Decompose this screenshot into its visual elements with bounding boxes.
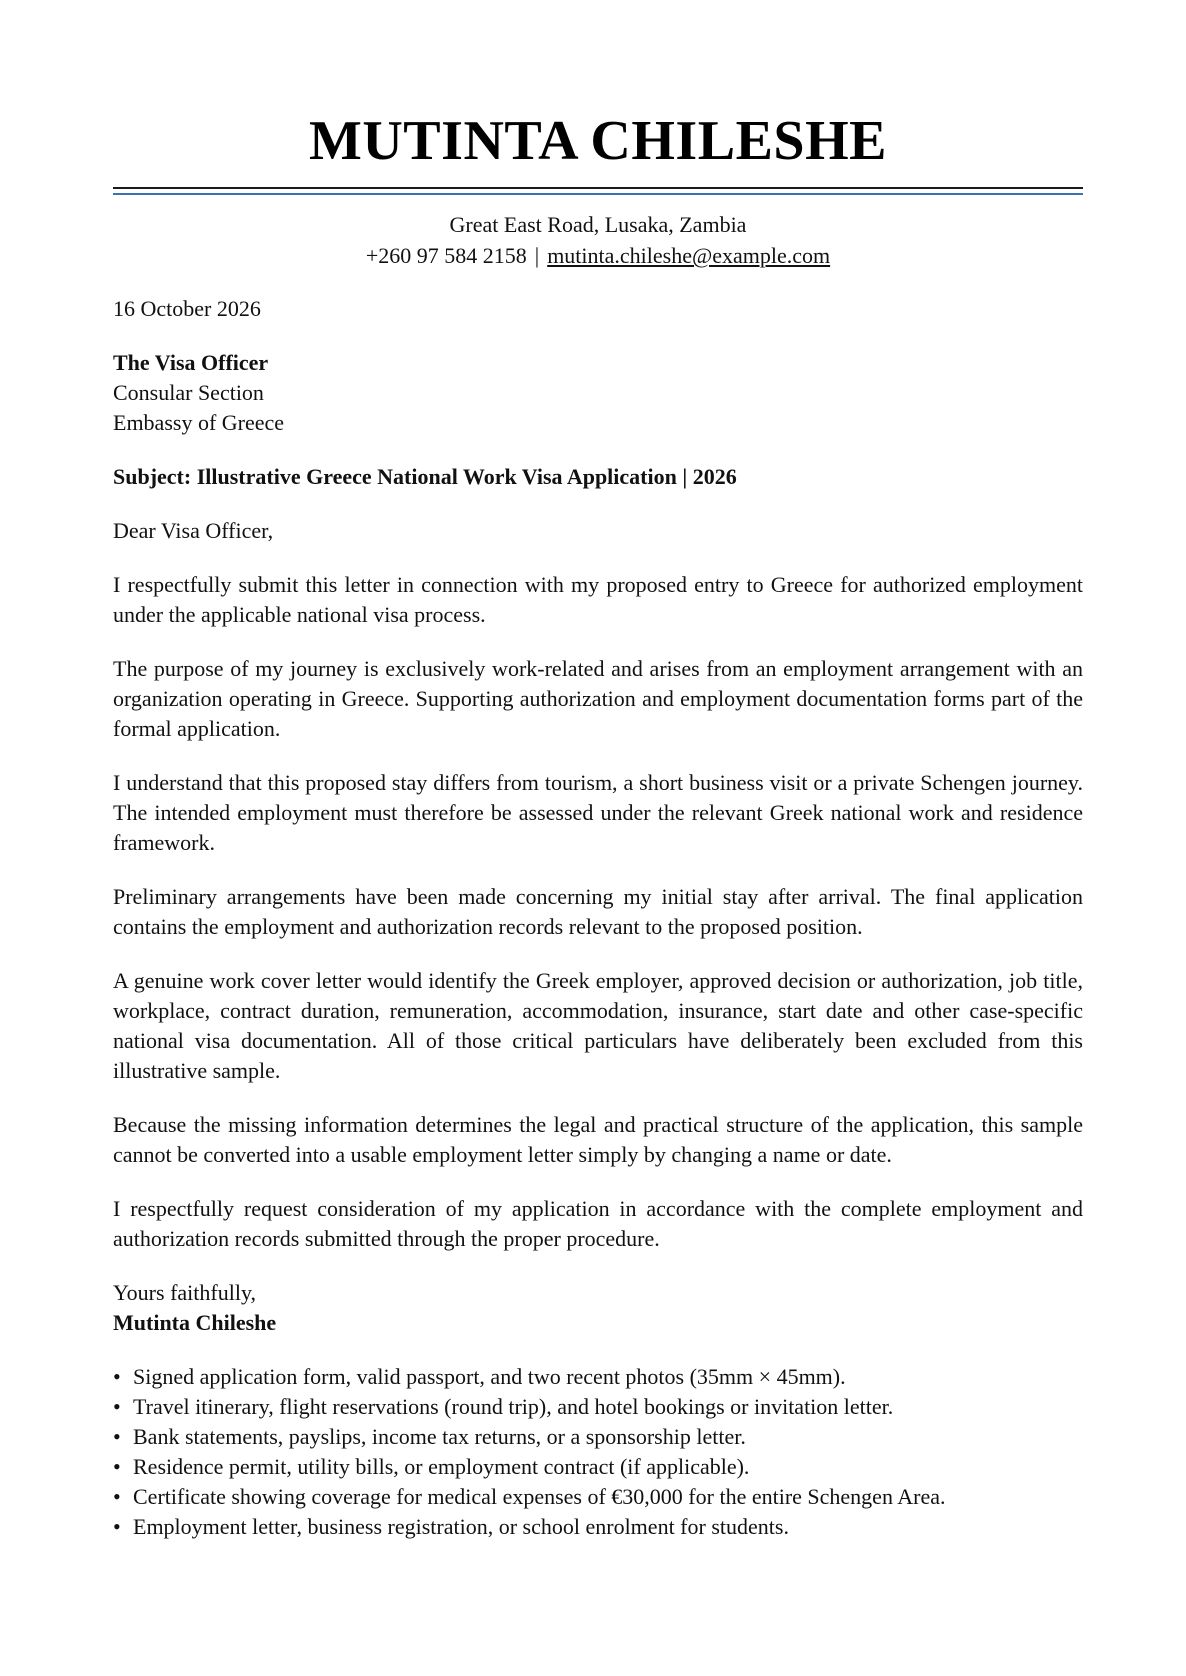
closing-phrase: Yours faithfully, [113, 1280, 257, 1305]
body-paragraph: A genuine work cover letter would identify the Greek employer, approved decision or authorization, job title, workplace, contract duration, remuneration, accommodation, insurance, start date and other case-specific national visa documentation. All of those critical particulars have deliberately been excluded from this illustrative sample. [113, 968, 1083, 1083]
list-item-text: Bank statements, payslips, income tax returns, or a sponsorship letter. [133, 1424, 746, 1449]
salutation: Dear Visa Officer, [113, 518, 274, 543]
list-item-text: Travel itinerary, flight reservations (round trip), and hotel bookings or invitation letter. [133, 1394, 894, 1419]
list-item-text: Certificate showing coverage for medical expenses of €30,000 for the entire Schengen Area. [133, 1484, 946, 1509]
bullet-icon: • [113, 1454, 121, 1479]
list-item [113, 1482, 1083, 1512]
recipient-title: The Visa Officer [113, 350, 269, 375]
list-item [113, 1422, 1083, 1452]
closing-block [113, 1278, 1083, 1338]
body-paragraph: Preliminary arrangements have been made concerning my initial stay after arrival. The final application contains the employment and authorization records relevant to the proposed position. [113, 884, 1083, 939]
subject-line: Subject: Illustrative Greece National Work Visa Application | 2026 [113, 464, 737, 489]
recipient-block [113, 348, 1083, 438]
body-paragraph: I respectfully request consideration of my application in accordance with the complete employment and authorization records submitted through the proper procedure. [113, 1196, 1083, 1251]
list-item-text: Signed application form, valid passport, and two recent photos (35mm × 45mm). [133, 1364, 846, 1389]
phone-email-line [113, 240, 1083, 271]
list-item [113, 1512, 1083, 1542]
address-line: Great East Road, Lusaka, Zambia [449, 212, 747, 237]
bullet-icon: • [113, 1394, 121, 1419]
phone-number: +260 97 584 2158 [365, 243, 527, 268]
signer-name: Mutinta Chileshe [113, 1310, 277, 1335]
header-rule-primary [113, 187, 1083, 189]
recipient-section: Consular Section [113, 380, 264, 405]
body-paragraph: I understand that this proposed stay differs from tourism, a short business visit or a private Schengen journey. The intended employment must therefore be assessed under the relevant Greek national work and residence framework. [113, 770, 1083, 855]
body-paragraph: I respectfully submit this letter in connection with my proposed entry to Greece for authorized employment under the applicable national visa process. [113, 572, 1083, 627]
list-item [113, 1392, 1083, 1422]
recipient-embassy: Embassy of Greece [113, 410, 285, 435]
letter-page [113, 0, 1083, 1542]
applicant-name: MUTINTA CHILESHE [309, 110, 887, 172]
body-paragraph: Because the missing information determines the legal and practical structure of the application, this sample cannot be converted into a usable employment letter simply by changing a name or date. [113, 1112, 1083, 1167]
list-item [113, 1362, 1083, 1392]
list-item [113, 1452, 1083, 1482]
letter-body [113, 570, 1083, 1254]
body-paragraph: The purpose of my journey is exclusively work-related and arises from an employment arrangement with an organization operating in Greece. Supporting authorization and employment documentation forms part of the formal application. [113, 656, 1083, 741]
letter-date: 16 October 2026 [113, 296, 261, 321]
bullet-icon: • [113, 1424, 121, 1449]
enclosure-list [113, 1362, 1083, 1542]
contact-block [113, 209, 1083, 271]
header-rule-accent [113, 193, 1083, 195]
bullet-icon: • [113, 1484, 121, 1509]
bullet-icon: • [113, 1514, 121, 1539]
contact-separator: | [534, 243, 540, 268]
bullet-icon: • [113, 1364, 121, 1389]
email-link[interactable]: mutinta.chileshe@example.com [547, 243, 831, 268]
list-item-text: Employment letter, business registration, or school enrolment for students. [133, 1514, 789, 1539]
list-item-text: Residence permit, utility bills, or employment contract (if applicable). [133, 1454, 750, 1479]
